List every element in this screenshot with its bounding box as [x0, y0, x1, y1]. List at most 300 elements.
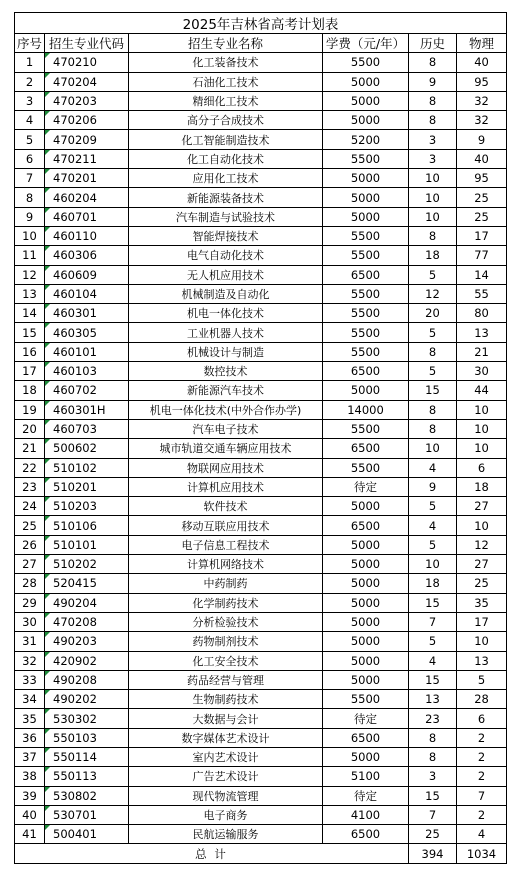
cell-code	[45, 709, 129, 728]
cell-comment-flag-icon	[45, 536, 50, 541]
table-row	[15, 825, 507, 844]
table-row	[15, 246, 507, 265]
table-row	[15, 632, 507, 651]
cell-history: 10	[409, 555, 457, 574]
cell-physics: 80	[457, 304, 507, 323]
cell-comment-flag-icon	[45, 92, 50, 97]
cell-index: 33	[15, 670, 45, 689]
cell-comment-flag-icon	[45, 825, 50, 830]
cell-name: 汽车制造与试验技术	[129, 207, 323, 226]
cell-physics: 10	[457, 516, 507, 535]
cell-fee: 6500	[323, 439, 409, 458]
cell-code	[45, 535, 129, 554]
cell-code-text: 550103	[53, 730, 97, 745]
cell-code-text: 460702	[53, 383, 97, 398]
cell-code-text: 490204	[53, 595, 97, 610]
cell-history: 5	[409, 265, 457, 284]
cell-code	[45, 825, 129, 844]
cell-name: 机电一体化技术(中外合作办学)	[129, 400, 323, 419]
cell-history: 3	[409, 767, 457, 786]
table-row	[15, 535, 507, 554]
table-row	[15, 651, 507, 670]
cell-comment-flag-icon	[45, 787, 50, 792]
title-row	[15, 13, 507, 34]
cell-index: 38	[15, 767, 45, 786]
cell-index: 23	[15, 477, 45, 496]
cell-code-text: 510202	[53, 557, 97, 572]
cell-code	[45, 439, 129, 458]
cell-index: 12	[15, 265, 45, 284]
cell-fee: 5500	[323, 284, 409, 303]
cell-physics: 10	[457, 419, 507, 438]
cell-code-text: 420902	[53, 653, 97, 668]
table-row	[15, 786, 507, 805]
cell-history: 8	[409, 226, 457, 245]
cell-index: 10	[15, 226, 45, 245]
cell-physics: 17	[457, 612, 507, 631]
cell-index: 37	[15, 747, 45, 766]
cell-code-text: 470210	[53, 55, 97, 70]
cell-physics: 7	[457, 786, 507, 805]
cell-comment-flag-icon	[45, 73, 50, 78]
cell-fee: 5200	[323, 130, 409, 149]
cell-code	[45, 593, 129, 612]
table-row	[15, 265, 507, 284]
cell-code-text: 460306	[53, 248, 97, 263]
cell-name: 现代物流管理	[129, 786, 323, 805]
cell-code	[45, 91, 129, 110]
cell-name: 工业机器人技术	[129, 323, 323, 342]
cell-code-text: 520415	[53, 576, 97, 591]
cell-physics: 10	[457, 400, 507, 419]
cell-name: 数控技术	[129, 362, 323, 381]
cell-fee: 5500	[323, 53, 409, 72]
cell-name: 化学制药技术	[129, 593, 323, 612]
cell-name: 电子商务	[129, 805, 323, 824]
cell-name: 室内艺术设计	[129, 747, 323, 766]
cell-physics: 12	[457, 535, 507, 554]
cell-fee: 5000	[323, 535, 409, 554]
cell-physics: 2	[457, 728, 507, 747]
cell-comment-flag-icon	[45, 690, 50, 695]
cell-fee: 6500	[323, 728, 409, 747]
cell-code-text: 550114	[53, 750, 97, 765]
cell-code	[45, 651, 129, 670]
cell-comment-flag-icon	[45, 343, 50, 348]
cell-comment-flag-icon	[45, 459, 50, 464]
cell-index: 34	[15, 690, 45, 709]
table-row	[15, 304, 507, 323]
cell-comment-flag-icon	[45, 53, 50, 58]
cell-index: 25	[15, 516, 45, 535]
cell-code	[45, 72, 129, 91]
cell-fee: 5000	[323, 111, 409, 130]
total-row	[15, 844, 507, 863]
cell-index: 21	[15, 439, 45, 458]
cell-code-text: 500602	[53, 441, 97, 456]
cell-physics: 32	[457, 111, 507, 130]
cell-code-text: 460110	[53, 229, 97, 244]
cell-code	[45, 362, 129, 381]
cell-index: 36	[15, 728, 45, 747]
cell-history: 8	[409, 111, 457, 130]
cell-code	[45, 246, 129, 265]
cell-name: 应用化工技术	[129, 169, 323, 188]
cell-name: 广告艺术设计	[129, 767, 323, 786]
cell-code	[45, 111, 129, 130]
cell-physics: 95	[457, 72, 507, 91]
cell-name: 大数据与会计	[129, 709, 323, 728]
cell-code-text: 470209	[53, 132, 97, 147]
cell-code	[45, 555, 129, 574]
cell-history: 9	[409, 477, 457, 496]
cell-fee: 5000	[323, 555, 409, 574]
cell-name: 民航运输服务	[129, 825, 323, 844]
cell-index: 27	[15, 555, 45, 574]
table-row	[15, 555, 507, 574]
cell-index: 9	[15, 207, 45, 226]
header-physics: 物理	[457, 34, 507, 53]
cell-fee: 6500	[323, 516, 409, 535]
cell-fee: 6500	[323, 825, 409, 844]
table-row	[15, 747, 507, 766]
cell-index: 1	[15, 53, 45, 72]
table-row	[15, 149, 507, 168]
cell-code-text: 470208	[53, 615, 97, 630]
cell-code-text: 460305	[53, 325, 97, 340]
cell-index: 28	[15, 574, 45, 593]
cell-code-text: 460104	[53, 287, 97, 301]
cell-code-text: 510106	[53, 518, 97, 533]
cell-code-text: 530302	[53, 711, 97, 726]
cell-physics: 17	[457, 226, 507, 245]
cell-index: 20	[15, 419, 45, 438]
cell-history: 5	[409, 362, 457, 381]
cell-name: 软件技术	[129, 497, 323, 516]
cell-physics: 10	[457, 632, 507, 651]
cell-history: 15	[409, 381, 457, 400]
table-row	[15, 593, 507, 612]
cell-history: 5	[409, 632, 457, 651]
cell-physics: 30	[457, 362, 507, 381]
cell-index: 18	[15, 381, 45, 400]
cell-comment-flag-icon	[45, 401, 50, 406]
cell-fee: 5000	[323, 91, 409, 110]
cell-history: 5	[409, 497, 457, 516]
cell-name: 智能焊接技术	[129, 226, 323, 245]
table-row	[15, 362, 507, 381]
cell-fee: 5000	[323, 593, 409, 612]
cell-physics: 25	[457, 574, 507, 593]
cell-code-text: 550113	[53, 769, 97, 784]
cell-name: 生物制药技术	[129, 690, 323, 709]
cell-fee: 5100	[323, 767, 409, 786]
table-row	[15, 130, 507, 149]
cell-index: 6	[15, 149, 45, 168]
cell-code-text: 510203	[53, 499, 97, 514]
cell-code	[45, 786, 129, 805]
header-history: 历史	[409, 34, 457, 53]
cell-name: 移动互联应用技术	[129, 516, 323, 535]
cell-index: 26	[15, 535, 45, 554]
cell-name: 新能源汽车技术	[129, 381, 323, 400]
cell-name: 化工安全技术	[129, 651, 323, 670]
cell-comment-flag-icon	[45, 246, 50, 251]
cell-fee: 5500	[323, 323, 409, 342]
cell-comment-flag-icon	[45, 323, 50, 328]
cell-fee: 待定	[323, 786, 409, 805]
cell-comment-flag-icon	[45, 111, 50, 116]
cell-history: 10	[409, 207, 457, 226]
cell-history: 8	[409, 400, 457, 419]
cell-code	[45, 130, 129, 149]
cell-code	[45, 612, 129, 631]
plan-sheet	[14, 12, 506, 864]
cell-index: 31	[15, 632, 45, 651]
cell-index: 30	[15, 612, 45, 631]
cell-comment-flag-icon	[45, 227, 50, 232]
cell-physics: 35	[457, 593, 507, 612]
cell-index: 39	[15, 786, 45, 805]
cell-fee: 5000	[323, 207, 409, 226]
cell-comment-flag-icon	[45, 188, 50, 193]
cell-name: 机械制造及自动化	[129, 284, 323, 303]
cell-index: 40	[15, 805, 45, 824]
cell-code	[45, 477, 129, 496]
enrollment-plan-table	[14, 12, 507, 864]
cell-fee: 5500	[323, 246, 409, 265]
total-history: 394	[409, 844, 457, 863]
table-row	[15, 458, 507, 477]
cell-code	[45, 265, 129, 284]
header-name: 招生专业名称	[129, 34, 323, 53]
cell-comment-flag-icon	[45, 266, 50, 271]
cell-comment-flag-icon	[45, 478, 50, 483]
cell-history: 25	[409, 825, 457, 844]
cell-fee: 5500	[323, 458, 409, 477]
cell-fee: 5500	[323, 690, 409, 709]
cell-name: 计算机应用技术	[129, 477, 323, 496]
cell-name: 无人机应用技术	[129, 265, 323, 284]
table-row	[15, 612, 507, 631]
cell-comment-flag-icon	[45, 362, 50, 367]
cell-history: 8	[409, 728, 457, 747]
cell-fee: 5000	[323, 632, 409, 651]
table-row	[15, 207, 507, 226]
cell-code-text: 530701	[53, 808, 97, 823]
header-code: 招生专业代码	[45, 34, 129, 53]
cell-physics: 40	[457, 149, 507, 168]
cell-physics: 95	[457, 169, 507, 188]
cell-fee: 5000	[323, 169, 409, 188]
cell-name: 中药制药	[129, 574, 323, 593]
cell-comment-flag-icon	[45, 613, 50, 618]
cell-code-text: 510102	[53, 460, 97, 475]
cell-fee: 5000	[323, 670, 409, 689]
cell-index: 14	[15, 304, 45, 323]
cell-history: 15	[409, 593, 457, 612]
cell-index: 35	[15, 709, 45, 728]
cell-history: 7	[409, 805, 457, 824]
table-row	[15, 91, 507, 110]
cell-history: 20	[409, 304, 457, 323]
cell-comment-flag-icon	[45, 748, 50, 753]
cell-index: 5	[15, 130, 45, 149]
cell-code-text: 460301H	[53, 402, 106, 417]
cell-code	[45, 400, 129, 419]
cell-comment-flag-icon	[45, 767, 50, 772]
cell-code-text: 460103	[53, 364, 97, 379]
cell-code-text: 490202	[53, 692, 97, 707]
cell-name: 电气自动化技术	[129, 246, 323, 265]
cell-code	[45, 516, 129, 535]
cell-physics: 9	[457, 130, 507, 149]
cell-index: 13	[15, 284, 45, 303]
cell-history: 8	[409, 747, 457, 766]
table-row	[15, 72, 507, 91]
cell-code	[45, 342, 129, 361]
cell-name: 数字媒体艺术设计	[129, 728, 323, 747]
cell-fee: 5500	[323, 419, 409, 438]
cell-code	[45, 323, 129, 342]
cell-fee: 5000	[323, 747, 409, 766]
cell-fee: 5000	[323, 381, 409, 400]
cell-fee: 5000	[323, 497, 409, 516]
table-row	[15, 574, 507, 593]
cell-physics: 32	[457, 91, 507, 110]
cell-name: 电子信息工程技术	[129, 535, 323, 554]
cell-history: 23	[409, 709, 457, 728]
cell-code-text: 460204	[53, 190, 97, 205]
cell-code	[45, 497, 129, 516]
cell-fee: 5000	[323, 72, 409, 91]
cell-comment-flag-icon	[45, 497, 50, 502]
cell-code	[45, 284, 129, 303]
cell-history: 15	[409, 670, 457, 689]
table-row	[15, 284, 507, 303]
cell-comment-flag-icon	[45, 169, 50, 174]
cell-physics: 27	[457, 555, 507, 574]
cell-history: 10	[409, 188, 457, 207]
cell-code-text: 470206	[53, 113, 97, 128]
table-row	[15, 419, 507, 438]
cell-history: 10	[409, 169, 457, 188]
cell-comment-flag-icon	[45, 709, 50, 714]
cell-code	[45, 304, 129, 323]
cell-name: 化工智能制造技术	[129, 130, 323, 149]
table-row	[15, 188, 507, 207]
cell-physics: 2	[457, 747, 507, 766]
cell-name: 药物制剂技术	[129, 632, 323, 651]
cell-fee: 待定	[323, 709, 409, 728]
table-row	[15, 805, 507, 824]
cell-code-text: 510101	[53, 537, 97, 552]
cell-physics: 6	[457, 458, 507, 477]
table-row	[15, 516, 507, 535]
cell-index: 19	[15, 400, 45, 419]
table-row	[15, 169, 507, 188]
cell-comment-flag-icon	[45, 632, 50, 637]
cell-code	[45, 381, 129, 400]
cell-name: 化工装备技术	[129, 53, 323, 72]
cell-physics: 13	[457, 651, 507, 670]
cell-history: 4	[409, 516, 457, 535]
cell-code-text: 470204	[53, 74, 97, 89]
cell-physics: 21	[457, 342, 507, 361]
cell-physics: 28	[457, 690, 507, 709]
cell-code-text: 500401	[53, 827, 97, 842]
cell-code-text: 530802	[53, 788, 97, 803]
cell-physics: 55	[457, 284, 507, 303]
cell-code	[45, 670, 129, 689]
cell-history: 5	[409, 323, 457, 342]
cell-fee: 4100	[323, 805, 409, 824]
cell-history: 4	[409, 458, 457, 477]
cell-name: 机械设计与制造	[129, 342, 323, 361]
cell-history: 8	[409, 91, 457, 110]
table-row	[15, 53, 507, 72]
cell-code	[45, 53, 129, 72]
cell-name: 精细化工技术	[129, 91, 323, 110]
cell-history: 9	[409, 72, 457, 91]
cell-physics: 14	[457, 265, 507, 284]
table-body	[15, 53, 507, 844]
cell-index: 11	[15, 246, 45, 265]
cell-comment-flag-icon	[45, 208, 50, 213]
cell-physics: 25	[457, 207, 507, 226]
cell-fee: 5000	[323, 188, 409, 207]
cell-comment-flag-icon	[45, 285, 50, 290]
cell-physics: 27	[457, 497, 507, 516]
cell-index: 3	[15, 91, 45, 110]
cell-fee: 14000	[323, 400, 409, 419]
cell-code-text: 460701	[53, 209, 97, 224]
cell-code	[45, 632, 129, 651]
cell-code	[45, 805, 129, 824]
cell-code-text: 470211	[53, 151, 97, 166]
cell-comment-flag-icon	[45, 594, 50, 599]
cell-index: 29	[15, 593, 45, 612]
cell-code	[45, 690, 129, 709]
cell-history: 15	[409, 786, 457, 805]
cell-code-text: 490208	[53, 672, 97, 687]
table-row	[15, 709, 507, 728]
cell-comment-flag-icon	[45, 516, 50, 521]
cell-comment-flag-icon	[45, 304, 50, 309]
cell-index: 16	[15, 342, 45, 361]
table-row	[15, 342, 507, 361]
cell-name: 石油化工技术	[129, 72, 323, 91]
cell-fee: 5000	[323, 651, 409, 670]
cell-index: 2	[15, 72, 45, 91]
cell-comment-flag-icon	[45, 130, 50, 135]
table-title: 2025年吉林省高考计划表	[15, 13, 507, 34]
cell-name: 计算机网络技术	[129, 555, 323, 574]
cell-index: 17	[15, 362, 45, 381]
table-row	[15, 226, 507, 245]
cell-comment-flag-icon	[45, 381, 50, 386]
table-row	[15, 497, 507, 516]
cell-code	[45, 419, 129, 438]
cell-physics: 4	[457, 825, 507, 844]
cell-physics: 2	[457, 767, 507, 786]
cell-code	[45, 169, 129, 188]
cell-name: 新能源装备技术	[129, 188, 323, 207]
cell-index: 15	[15, 323, 45, 342]
cell-comment-flag-icon	[45, 574, 50, 579]
cell-name: 分析检验技术	[129, 612, 323, 631]
cell-physics: 77	[457, 246, 507, 265]
